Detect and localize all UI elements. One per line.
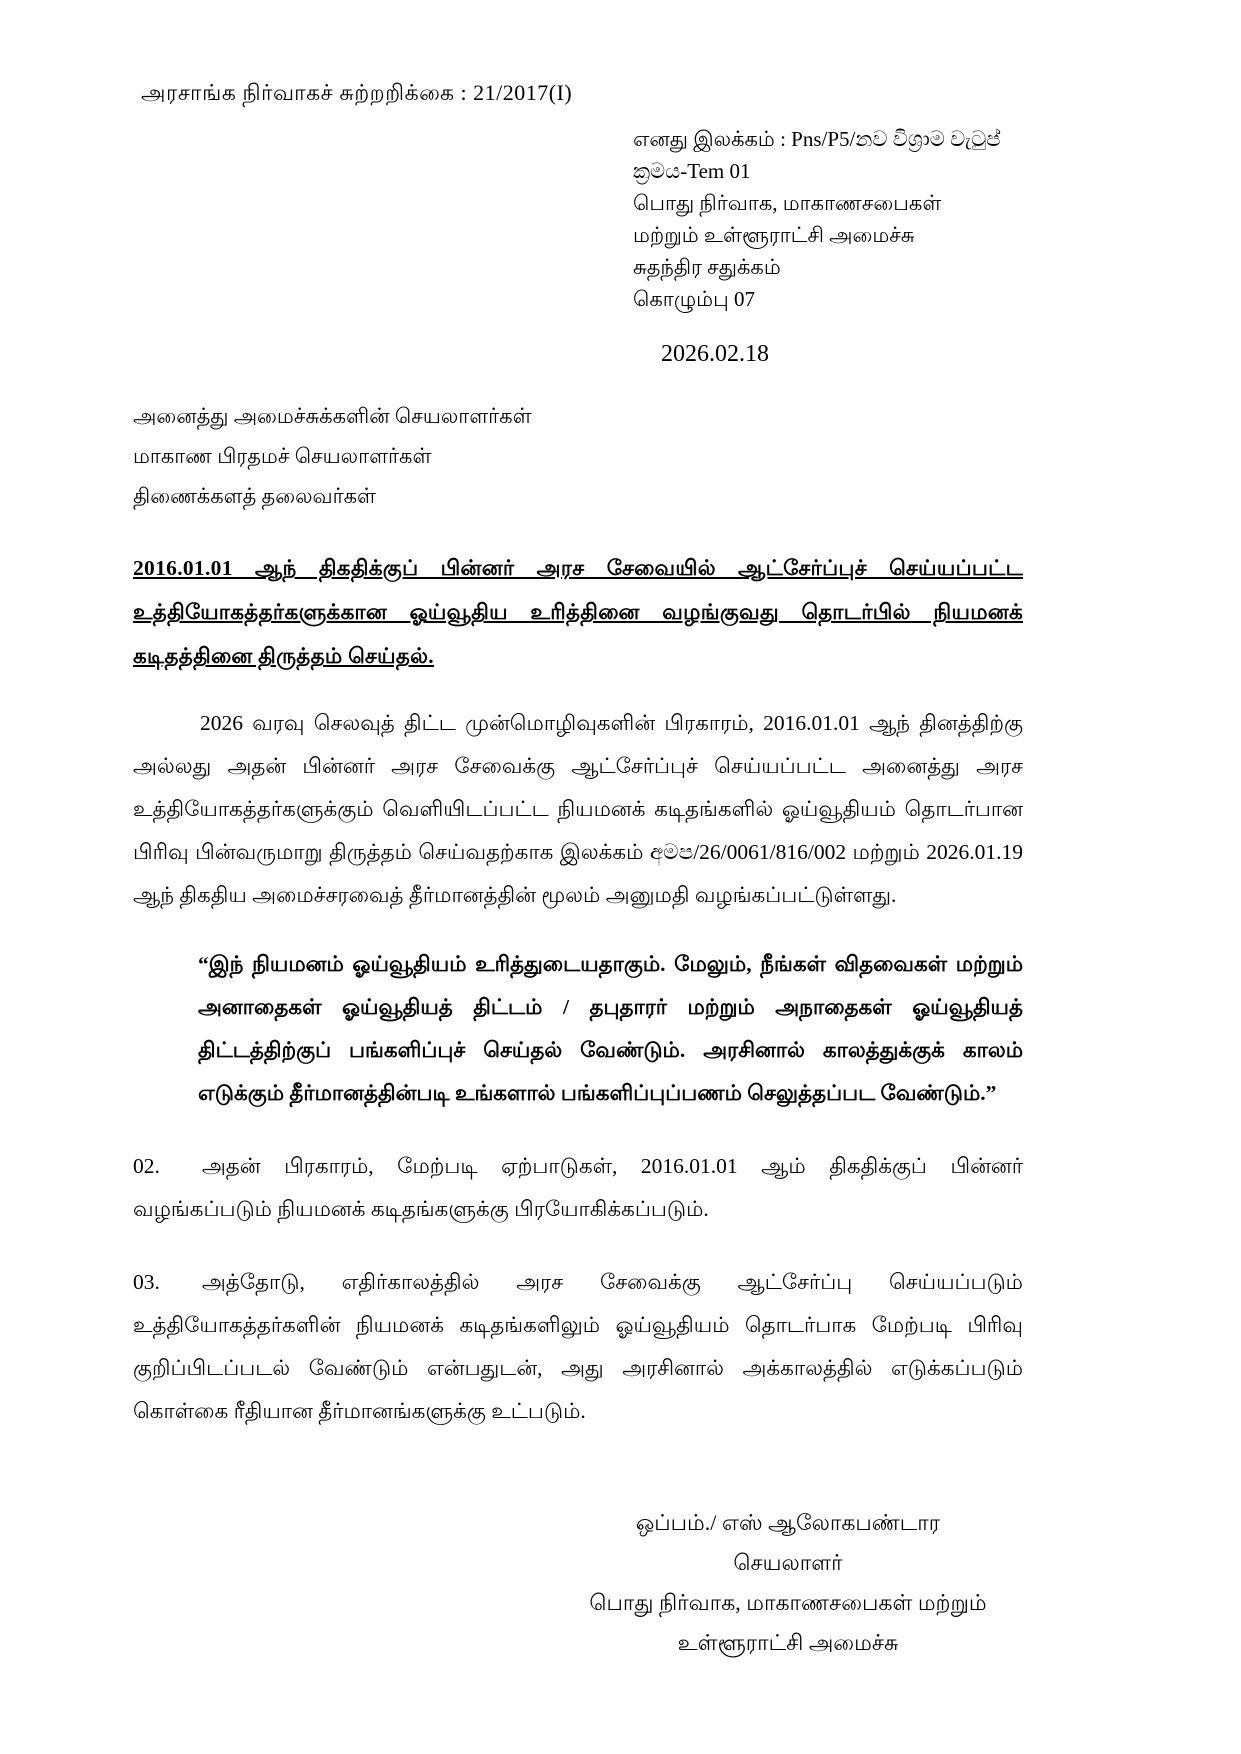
signatory-name: ஒப்பம்./ எஸ் ஆலோகபண்டார: [635, 1510, 941, 1535]
sender-address-block: [633, 123, 1023, 315]
my-number-line-2: ක්‍රමය-Tem 01: [633, 159, 751, 183]
body-paragraph-1: 2026 வரவு செலவுத் திட்ட முன்மொழிவுகளின் பிரகாரம், 2016.01.01 ஆந் தினத்திற்கு அல்லது அதன் பின்னர் அரச சேவைக்கு ஆட்சேர்ப்புச் செய்யப்பட்ட அனைத்து அரச உத்தியோகத்தர்களுக்கும் வெளியிடப்பட்ட நியமனக் கடிதங்களில் ஓய்வூதியம் தொடர்பான பிரிவு பின்வருமாறு திருத்தம் செய்வதற்காக இலக்கம் අමප/26/0061/816/002 மற்றும் 2026.01.19 ஆந் திகதிய அமைச்சரவைத் தீர்மானத்தின் மூலம் அனுமதி வழங்கப்பட்டுள்ளது.: [133, 711, 1023, 907]
letter-date: 2026.02.18: [661, 341, 769, 367]
paragraph-02-text: அதன் பிரகாரம், மேற்படி ஏற்பாடுகள், 2016.01.01 ஆம் திகதிக்குப் பின்னர் வழங்கப்படும் நியமனக் கடிதங்களுக்கு பிரயோகிக்கப்படும்.: [133, 1154, 1023, 1221]
letter-content: [133, 80, 1023, 1663]
ministry-name-line-2: மற்றும் உள்ளூராட்சி அமைச்சு: [633, 223, 915, 247]
signature-block: [553, 1503, 1023, 1663]
circular-number-line: அரசாங்க நிர்வாகச் சுற்றறிக்கை : 21/2017(I): [141, 80, 573, 105]
body-paragraph-03: [133, 1261, 1023, 1433]
body-paragraph-02: [133, 1145, 1023, 1231]
paragraph-number-02: 02.: [133, 1154, 160, 1178]
quoted-clause-paragraph: “இந் நியமனம் ஓய்வூதியம் உரித்துடையதாகும். மேலும், நீங்கள் விதவைகள் மற்றும் அனாதைகள் ஓய்வூதியத் திட்டம் / தபுதாரர் மற்றும் அநாதைகள் ஓய்வூதியத் திட்டத்திற்குப் பங்களிப்புச் செய்தல் வேண்டும். அரசினால் காலத்துக்குக் காலம் எடுக்கும் தீர்மானத்தின்படி உங்களால் பங்களிப்புப்பணம் செலுத்தப்பட வேண்டும்.”: [198, 952, 1023, 1105]
subject-heading: 2016.01.01 ஆந் திகதிக்குப் பின்னர் அரச சேவையில் ஆட்சேர்ப்புச் செய்யப்பட்ட உத்தியோகத்தர்களுக்கான ஓய்வூதிய உரித்தினை வழங்குவது தொடர்பில் நியமனக் கடிதத்தினை திருத்தம் செய்தல்.: [133, 556, 1023, 668]
paragraph-03-text: அத்தோடு, எதிர்காலத்தில் அரச சேவைக்கு ஆட்சேர்ப்பு செய்யப்படும் உத்தியோகத்தர்களின் நியமனக் கடிதங்களிலும் ஓய்வூதியம் தொடர்பாக மேற்படி பிரிவு குறிப்பிடப்படல் வேண்டும் என்பதுடன், அது அரசினால் அக்காலத்தில் எடுக்கப்படும் கொள்கை ரீதியான தீர்மானங்களுக்கு உட்படும்.: [133, 1270, 1023, 1423]
street-address: சுதந்திர சதுக்கம்: [633, 255, 781, 279]
recipient-line: திணைக்களத் தலைவர்கள்: [133, 484, 376, 508]
city-address: கொழும்பு 07: [633, 287, 755, 311]
ministry-name-line-1: பொது நிர்வாக, மாகாணசபைகள்: [633, 191, 942, 215]
signatory-ministry-line-1: பொது நிர்வாக, மாகாணசபைகள் மற்றும்: [589, 1590, 987, 1615]
recipients-block: [133, 396, 1023, 516]
recipient-line: மாகாண பிரதமச் செயலாளர்கள்: [133, 444, 432, 468]
signatory-title: செயலாளர்: [733, 1550, 843, 1575]
my-number-line-1: எனது இலக்கம் : Pns/P5/නව විශ්‍රාම වැටුප්: [633, 127, 1001, 151]
recipient-line: அனைத்து அமைச்சுக்களின் செயலாளர்கள்: [133, 404, 532, 428]
paragraph-number-03: 03.: [133, 1270, 160, 1294]
signatory-ministry-line-2: உள்ளூராட்சி அமைச்சு: [677, 1630, 899, 1655]
